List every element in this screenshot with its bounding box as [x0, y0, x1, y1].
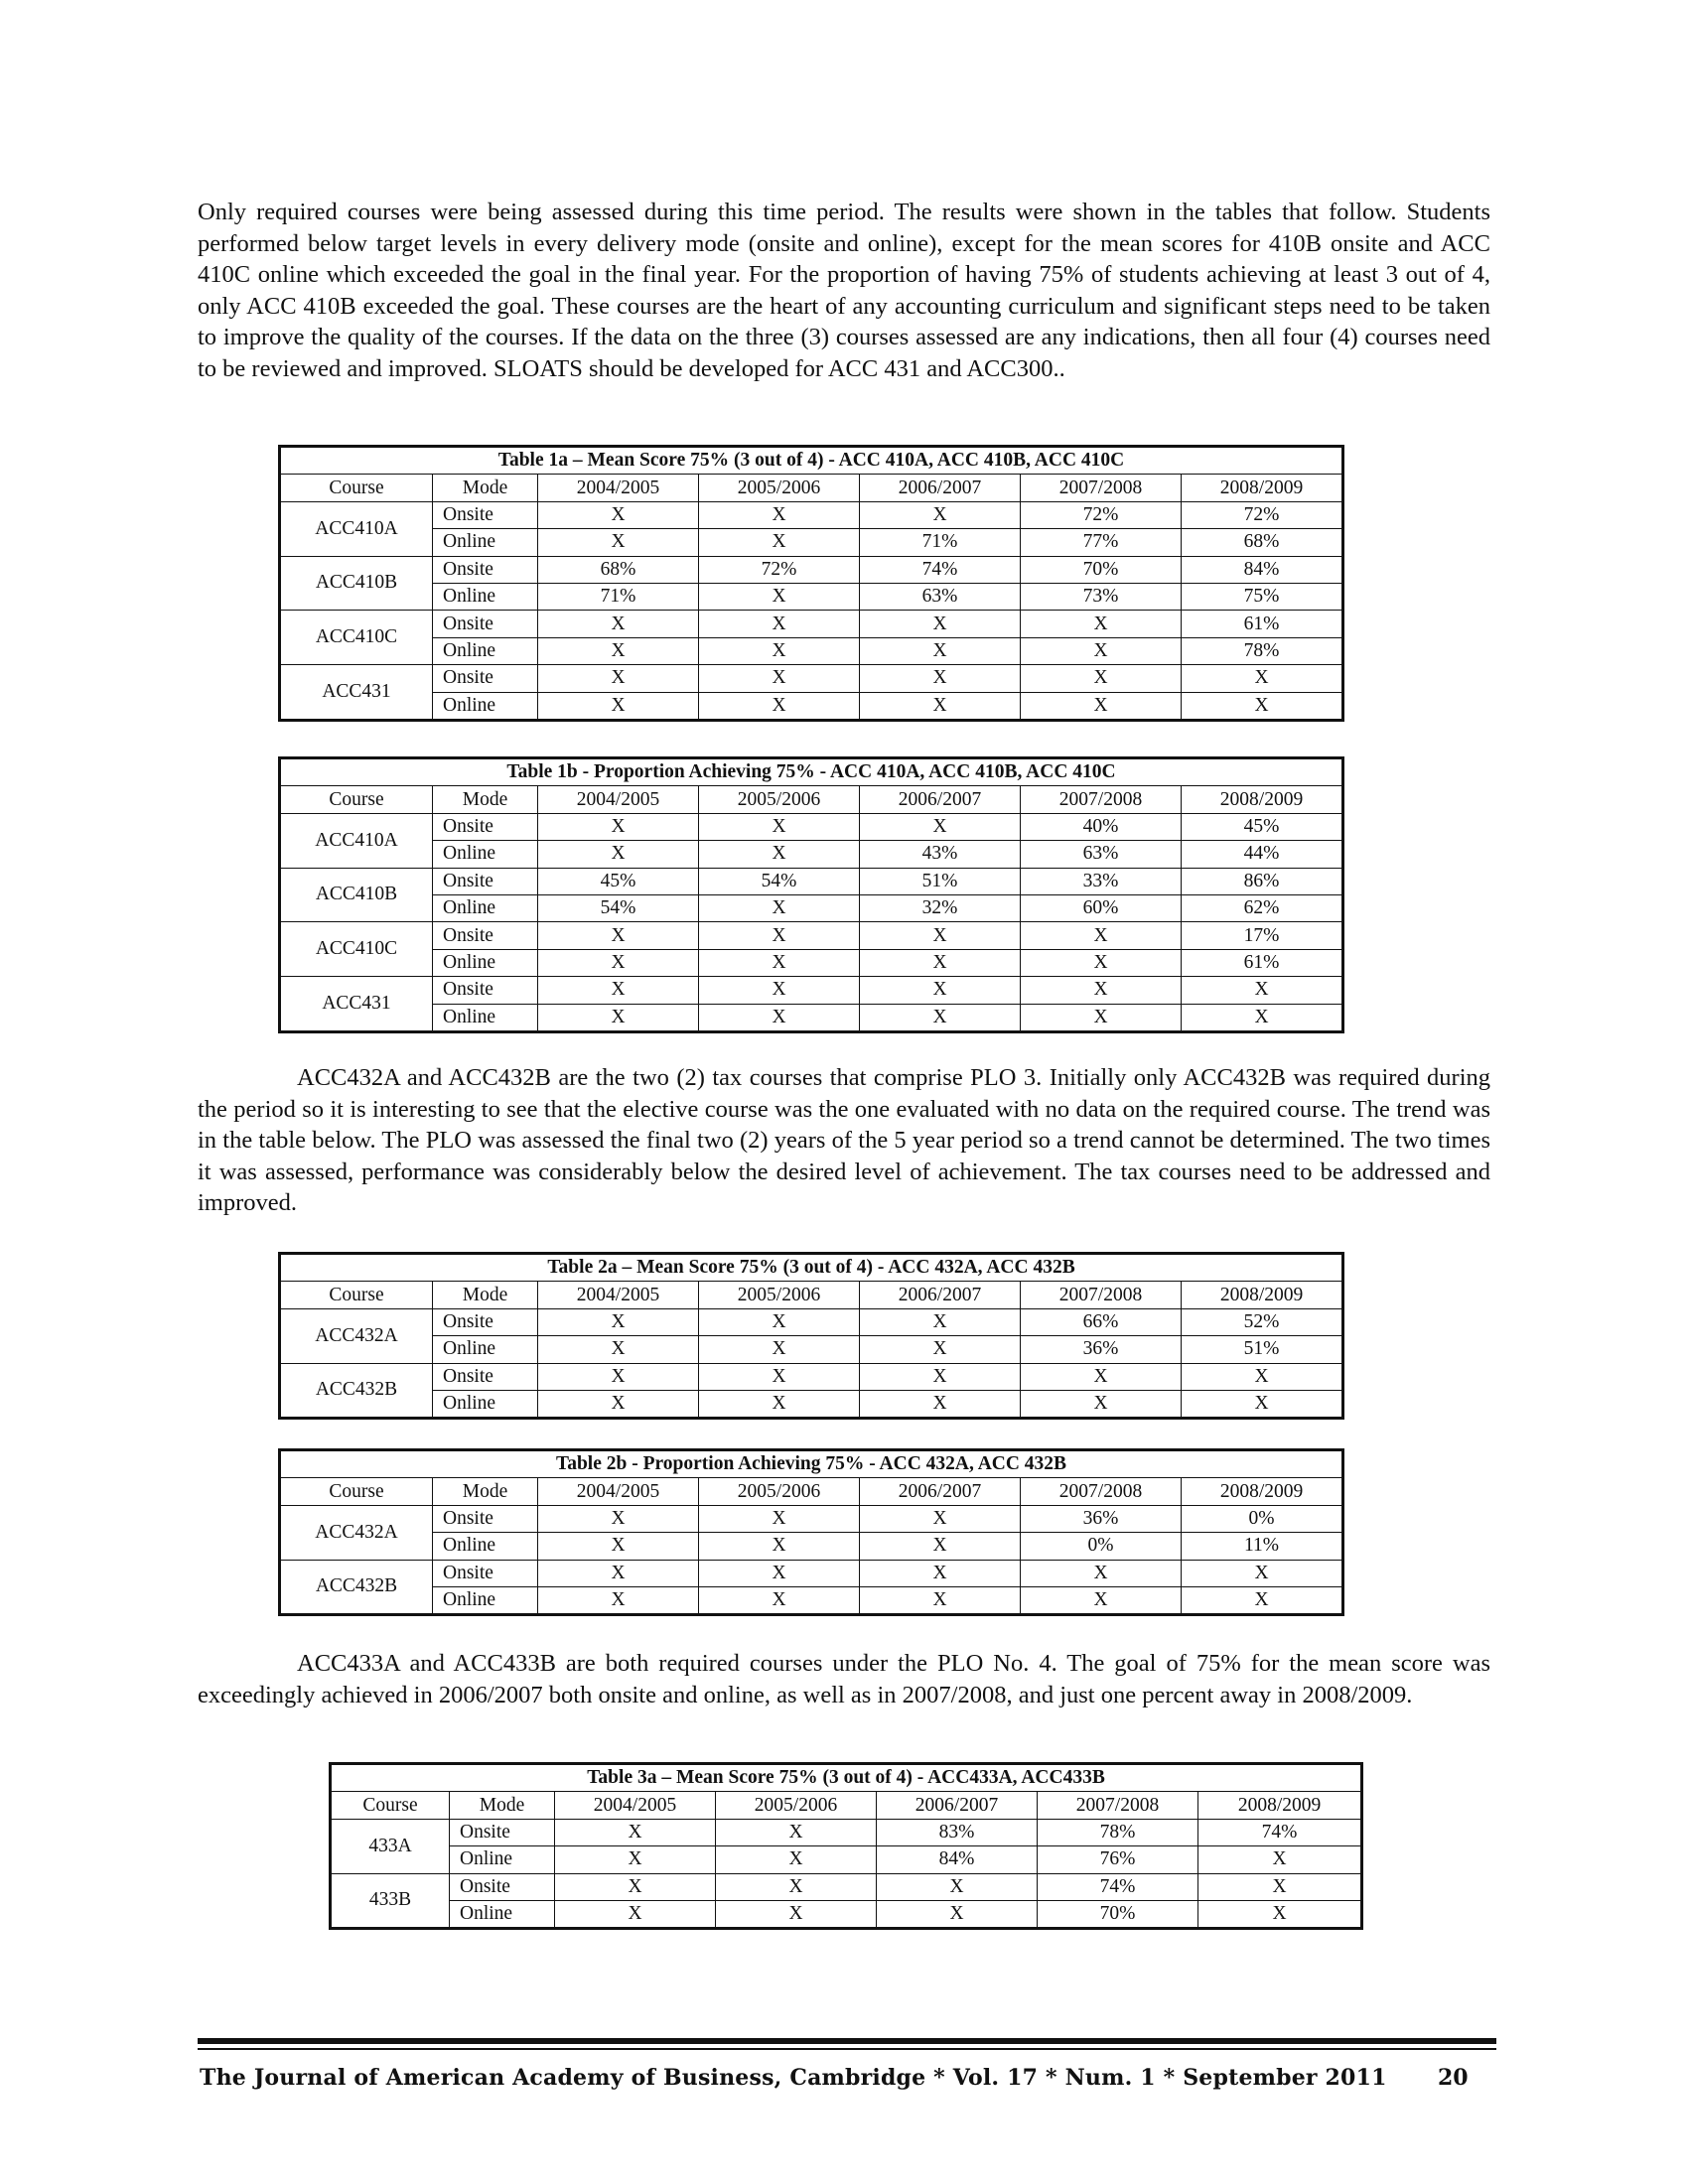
value-cell: X: [699, 1505, 860, 1532]
table-2b: [278, 1448, 1344, 1616]
mode-cell: Onsite: [433, 813, 538, 840]
value-cell: X: [1182, 1560, 1343, 1586]
mode-cell: Online: [433, 529, 538, 556]
column-header: Course: [280, 1282, 433, 1308]
table-row: [280, 949, 1343, 976]
mode-cell: Onsite: [433, 665, 538, 692]
table-1b: [278, 756, 1344, 1033]
column-header: 2006/2007: [877, 1792, 1038, 1819]
table-row: [331, 1900, 1362, 1928]
column-header: Course: [280, 475, 433, 501]
value-cell: X: [1021, 977, 1182, 1004]
value-cell: X: [1021, 1586, 1182, 1614]
value-cell: 61%: [1182, 611, 1343, 637]
column-header: 2005/2006: [699, 1282, 860, 1308]
value-cell: X: [538, 1308, 699, 1335]
value-cell: X: [1021, 665, 1182, 692]
column-header: 2007/2008: [1038, 1792, 1198, 1819]
column-header: 2004/2005: [538, 1478, 699, 1505]
value-cell: 72%: [1182, 501, 1343, 528]
value-cell: 71%: [860, 529, 1021, 556]
value-cell: X: [538, 1505, 699, 1532]
column-header: 2004/2005: [538, 786, 699, 813]
table-caption-row: [280, 447, 1343, 475]
value-cell: 61%: [1182, 949, 1343, 976]
value-cell: X: [1021, 611, 1182, 637]
value-cell: X: [699, 1560, 860, 1586]
table-row: [280, 1390, 1343, 1418]
column-header: 2006/2007: [860, 786, 1021, 813]
value-cell: X: [699, 1004, 860, 1031]
value-cell: 84%: [1182, 556, 1343, 583]
value-cell: 74%: [1198, 1819, 1362, 1845]
table-row: [280, 1586, 1343, 1614]
value-cell: X: [538, 529, 699, 556]
table-row: [331, 1819, 1362, 1845]
column-header: Mode: [433, 475, 538, 501]
value-cell: X: [555, 1819, 716, 1845]
value-cell: X: [699, 1533, 860, 1560]
value-cell: X: [860, 1004, 1021, 1031]
course-cell: ACC410B: [280, 556, 433, 611]
value-cell: X: [538, 692, 699, 720]
mode-cell: Online: [433, 583, 538, 610]
course-cell: ACC431: [280, 665, 433, 721]
journal-footer: The Journal of American Academy of Business, Cambridge * Vol. 17 * Num. 1 * September 2011: [200, 2065, 1387, 2091]
table-row: [280, 1004, 1343, 1031]
value-cell: X: [699, 1586, 860, 1614]
column-header: 2008/2009: [1182, 1282, 1343, 1308]
table-row: [280, 813, 1343, 840]
value-cell: 62%: [1182, 894, 1343, 921]
value-cell: X: [716, 1900, 877, 1928]
mode-cell: Online: [433, 692, 538, 720]
value-cell: 43%: [860, 841, 1021, 868]
value-cell: X: [860, 1533, 1021, 1560]
table-header-row: [280, 475, 1343, 501]
table-row: [280, 841, 1343, 868]
value-cell: X: [1198, 1900, 1362, 1928]
course-cell: ACC432B: [280, 1363, 433, 1419]
table-caption: Table 2b - Proportion Achieving 75% - ACC 432A, ACC 432B: [280, 1450, 1343, 1478]
value-cell: X: [860, 1586, 1021, 1614]
table-1a: [278, 445, 1344, 722]
value-cell: X: [716, 1873, 877, 1900]
column-header: 2006/2007: [860, 475, 1021, 501]
mode-cell: Online: [433, 1004, 538, 1031]
acc433-paragraph: ACC433A and ACC433B are both required courses under the PLO No. 4. The goal of 75% for the mean score was exceedingly achieved in 2006/2007 both onsite and online, as well as in 2007/2008, and just one percent away in 2008/2009.: [198, 1650, 1490, 1708]
mode-cell: Onsite: [450, 1819, 555, 1845]
value-cell: 74%: [1038, 1873, 1198, 1900]
mode-cell: Online: [433, 1586, 538, 1614]
value-cell: X: [699, 1336, 860, 1363]
table-3a: [329, 1762, 1363, 1930]
value-cell: X: [699, 922, 860, 949]
column-header: 2004/2005: [555, 1792, 716, 1819]
value-cell: X: [538, 977, 699, 1004]
value-cell: X: [699, 1363, 860, 1390]
value-cell: X: [716, 1819, 877, 1845]
value-cell: 73%: [1021, 583, 1182, 610]
course-cell: ACC432B: [280, 1560, 433, 1615]
value-cell: X: [1182, 1363, 1343, 1390]
value-cell: 17%: [1182, 922, 1343, 949]
table-caption-row: [280, 1254, 1343, 1282]
column-header: Mode: [433, 786, 538, 813]
value-cell: 40%: [1021, 813, 1182, 840]
value-cell: X: [699, 813, 860, 840]
table-header-row: [331, 1792, 1362, 1819]
value-cell: X: [860, 1390, 1021, 1418]
table-row: [280, 1336, 1343, 1363]
mode-cell: Online: [433, 1336, 538, 1363]
value-cell: X: [1021, 1363, 1182, 1390]
course-cell: ACC432A: [280, 1505, 433, 1560]
value-cell: X: [1021, 1390, 1182, 1418]
value-cell: 45%: [538, 868, 699, 894]
mode-cell: Onsite: [433, 611, 538, 637]
value-cell: X: [1182, 665, 1343, 692]
value-cell: 32%: [860, 894, 1021, 921]
value-cell: 86%: [1182, 868, 1343, 894]
value-cell: 76%: [1038, 1846, 1198, 1873]
value-cell: X: [538, 1560, 699, 1586]
value-cell: X: [1021, 1560, 1182, 1586]
column-header: 2008/2009: [1182, 786, 1343, 813]
course-cell: ACC410A: [280, 501, 433, 556]
value-cell: X: [860, 665, 1021, 692]
column-header: Course: [280, 1478, 433, 1505]
column-header: 2007/2008: [1021, 1282, 1182, 1308]
value-cell: 60%: [1021, 894, 1182, 921]
value-cell: X: [555, 1900, 716, 1928]
value-cell: 11%: [1182, 1533, 1343, 1560]
value-cell: X: [860, 949, 1021, 976]
value-cell: 45%: [1182, 813, 1343, 840]
value-cell: X: [860, 501, 1021, 528]
mode-cell: Online: [433, 1390, 538, 1418]
table-row: [331, 1846, 1362, 1873]
value-cell: X: [1182, 977, 1343, 1004]
value-cell: 78%: [1038, 1819, 1198, 1845]
value-cell: X: [538, 1363, 699, 1390]
value-cell: X: [860, 922, 1021, 949]
mode-cell: Online: [433, 1533, 538, 1560]
mode-cell: Online: [433, 949, 538, 976]
column-header: 2005/2006: [699, 1478, 860, 1505]
table-row: [280, 1308, 1343, 1335]
column-header: 2004/2005: [538, 1282, 699, 1308]
value-cell: 84%: [877, 1846, 1038, 1873]
course-cell: 433A: [331, 1819, 450, 1873]
table-header-row: [280, 1282, 1343, 1308]
value-cell: X: [699, 692, 860, 720]
value-cell: X: [538, 1004, 699, 1031]
value-cell: X: [555, 1846, 716, 1873]
course-cell: ACC410B: [280, 868, 433, 922]
value-cell: X: [860, 611, 1021, 637]
column-header: 2005/2006: [716, 1792, 877, 1819]
value-cell: X: [1021, 1004, 1182, 1031]
value-cell: X: [699, 894, 860, 921]
value-cell: 68%: [1182, 529, 1343, 556]
mode-cell: Onsite: [433, 501, 538, 528]
value-cell: X: [538, 1390, 699, 1418]
course-cell: ACC432A: [280, 1308, 433, 1363]
value-cell: 66%: [1021, 1308, 1182, 1335]
table-row: [280, 894, 1343, 921]
tax-courses-paragraph: ACC432A and ACC432B are the two (2) tax courses that comprise PLO 3. Initially only ACC432B was required during the period so it is interesting to see that the elective course was the one evaluated with no data on the required course. The trend was in the table below. The PLO was assessed the final two (2) years of the 5 year period so a trend cannot be determined. The two times it was assessed, performance was considerably below the desired level of achievement. The tax courses need to be addressed and improved.: [198, 1064, 1490, 1217]
course-cell: ACC410C: [280, 611, 433, 665]
value-cell: X: [538, 1586, 699, 1614]
value-cell: X: [699, 665, 860, 692]
value-cell: X: [699, 977, 860, 1004]
value-cell: X: [538, 611, 699, 637]
column-header: 2006/2007: [860, 1478, 1021, 1505]
value-cell: X: [1182, 1586, 1343, 1614]
value-cell: X: [1021, 949, 1182, 976]
value-cell: X: [860, 1363, 1021, 1390]
value-cell: 70%: [1038, 1900, 1198, 1928]
mode-cell: Onsite: [433, 868, 538, 894]
value-cell: 63%: [1021, 841, 1182, 868]
value-cell: X: [860, 813, 1021, 840]
course-cell: ACC431: [280, 977, 433, 1032]
value-cell: 71%: [538, 583, 699, 610]
table-row: [280, 692, 1343, 720]
value-cell: X: [860, 1308, 1021, 1335]
column-header: 2005/2006: [699, 786, 860, 813]
value-cell: X: [860, 977, 1021, 1004]
value-cell: X: [1182, 1390, 1343, 1418]
course-cell: 433B: [331, 1873, 450, 1929]
value-cell: 70%: [1021, 556, 1182, 583]
value-cell: 54%: [699, 868, 860, 894]
table-2a: [278, 1252, 1344, 1420]
column-header: 2007/2008: [1021, 475, 1182, 501]
table-row: [280, 1560, 1343, 1586]
mode-cell: Onsite: [433, 977, 538, 1004]
value-cell: X: [538, 813, 699, 840]
value-cell: X: [699, 529, 860, 556]
table-caption-row: [280, 1450, 1343, 1478]
table-row: [280, 1533, 1343, 1560]
column-header: Course: [280, 786, 433, 813]
value-cell: X: [1021, 922, 1182, 949]
value-cell: 33%: [1021, 868, 1182, 894]
value-cell: 44%: [1182, 841, 1343, 868]
table-caption: Table 1b - Proportion Achieving 75% - ACC 410A, ACC 410B, ACC 410C: [280, 758, 1343, 786]
table-row: [280, 501, 1343, 528]
table-caption: Table 2a – Mean Score 75% (3 out of 4) - ACC 432A, ACC 432B: [280, 1254, 1343, 1282]
column-header: 2008/2009: [1182, 1478, 1343, 1505]
course-cell: ACC410A: [280, 813, 433, 868]
mode-cell: Onsite: [433, 1560, 538, 1586]
value-cell: X: [538, 637, 699, 664]
table-caption-row: [280, 758, 1343, 786]
table-row: [280, 1363, 1343, 1390]
table-row: [280, 977, 1343, 1004]
value-cell: X: [877, 1900, 1038, 1928]
value-cell: X: [538, 501, 699, 528]
column-header: Mode: [433, 1282, 538, 1308]
value-cell: X: [716, 1846, 877, 1873]
value-cell: X: [1021, 692, 1182, 720]
value-cell: X: [699, 1308, 860, 1335]
table-caption: Table 3a – Mean Score 75% (3 out of 4) - ACC433A, ACC433B: [331, 1764, 1362, 1792]
value-cell: 78%: [1182, 637, 1343, 664]
value-cell: 74%: [860, 556, 1021, 583]
page-number: 20: [1438, 2065, 1469, 2091]
table-row: [280, 665, 1343, 692]
value-cell: X: [538, 841, 699, 868]
footer-rule-thick: [198, 2038, 1496, 2044]
value-cell: 68%: [538, 556, 699, 583]
table-row: [280, 529, 1343, 556]
value-cell: 72%: [1021, 501, 1182, 528]
column-header: Course: [331, 1792, 450, 1819]
intro-paragraph: Only required courses were being assessed during this time period. The results were shown in the tables that follow. Students performed below target levels in every delivery mode (onsite and online), except for the mean scores for 410B onsite and ACC 410C online which exceeded the goal in the final year. For the proportion of having 75% of students achieving at least 3 out of 4, only ACC 410B exceeded the goal. These courses are the heart of any accounting curriculum and significant steps need to be taken to improve the quality of the courses. If the data on the three (3) courses assessed are any indications, then all four (4) courses need to be reviewed and improved. SLOATS should be developed for ACC 431 and ACC300..: [198, 199, 1490, 382]
column-header: Mode: [433, 1478, 538, 1505]
mode-cell: Online: [433, 841, 538, 868]
mode-cell: Onsite: [433, 922, 538, 949]
table-row: [280, 583, 1343, 610]
column-header: Mode: [450, 1792, 555, 1819]
table-row: [280, 922, 1343, 949]
column-header: 2008/2009: [1182, 475, 1343, 501]
value-cell: 83%: [877, 1819, 1038, 1845]
value-cell: X: [860, 1336, 1021, 1363]
mode-cell: Onsite: [433, 1363, 538, 1390]
value-cell: 0%: [1182, 1505, 1343, 1532]
value-cell: X: [1198, 1873, 1362, 1900]
table-row: [280, 556, 1343, 583]
value-cell: 36%: [1021, 1336, 1182, 1363]
mode-cell: Onsite: [450, 1873, 555, 1900]
value-cell: X: [1021, 637, 1182, 664]
value-cell: X: [699, 611, 860, 637]
value-cell: X: [538, 949, 699, 976]
value-cell: X: [538, 922, 699, 949]
value-cell: X: [860, 1560, 1021, 1586]
column-header: 2005/2006: [699, 475, 860, 501]
table-row: [280, 637, 1343, 664]
value-cell: 54%: [538, 894, 699, 921]
value-cell: X: [699, 583, 860, 610]
column-header: 2007/2008: [1021, 786, 1182, 813]
table-row: [280, 868, 1343, 894]
table-caption-row: [331, 1764, 1362, 1792]
table-caption: Table 1a – Mean Score 75% (3 out of 4) - ACC 410A, ACC 410B, ACC 410C: [280, 447, 1343, 475]
value-cell: 63%: [860, 583, 1021, 610]
value-cell: X: [1182, 1004, 1343, 1031]
value-cell: X: [538, 1336, 699, 1363]
value-cell: X: [1182, 692, 1343, 720]
mode-cell: Online: [450, 1846, 555, 1873]
mode-cell: Onsite: [433, 556, 538, 583]
value-cell: X: [538, 1533, 699, 1560]
footer-rule-thin: [198, 2048, 1496, 2050]
value-cell: X: [1198, 1846, 1362, 1873]
column-header: 2006/2007: [860, 1282, 1021, 1308]
value-cell: 75%: [1182, 583, 1343, 610]
value-cell: X: [538, 665, 699, 692]
value-cell: 0%: [1021, 1533, 1182, 1560]
value-cell: 36%: [1021, 1505, 1182, 1532]
table-row: [331, 1873, 1362, 1900]
value-cell: X: [860, 1505, 1021, 1532]
mode-cell: Online: [450, 1900, 555, 1928]
value-cell: X: [860, 637, 1021, 664]
table-header-row: [280, 786, 1343, 813]
value-cell: X: [860, 692, 1021, 720]
value-cell: X: [555, 1873, 716, 1900]
column-header: 2004/2005: [538, 475, 699, 501]
mode-cell: Online: [433, 637, 538, 664]
value-cell: X: [699, 637, 860, 664]
mode-cell: Online: [433, 894, 538, 921]
value-cell: 51%: [860, 868, 1021, 894]
value-cell: 77%: [1021, 529, 1182, 556]
value-cell: X: [699, 949, 860, 976]
column-header: 2007/2008: [1021, 1478, 1182, 1505]
mode-cell: Onsite: [433, 1308, 538, 1335]
value-cell: X: [699, 841, 860, 868]
value-cell: X: [877, 1873, 1038, 1900]
course-cell: ACC410C: [280, 922, 433, 977]
table-row: [280, 1505, 1343, 1532]
mode-cell: Onsite: [433, 1505, 538, 1532]
value-cell: 52%: [1182, 1308, 1343, 1335]
column-header: 2008/2009: [1198, 1792, 1362, 1819]
value-cell: X: [699, 501, 860, 528]
value-cell: X: [699, 1390, 860, 1418]
value-cell: 51%: [1182, 1336, 1343, 1363]
value-cell: 72%: [699, 556, 860, 583]
table-header-row: [280, 1478, 1343, 1505]
table-row: [280, 611, 1343, 637]
